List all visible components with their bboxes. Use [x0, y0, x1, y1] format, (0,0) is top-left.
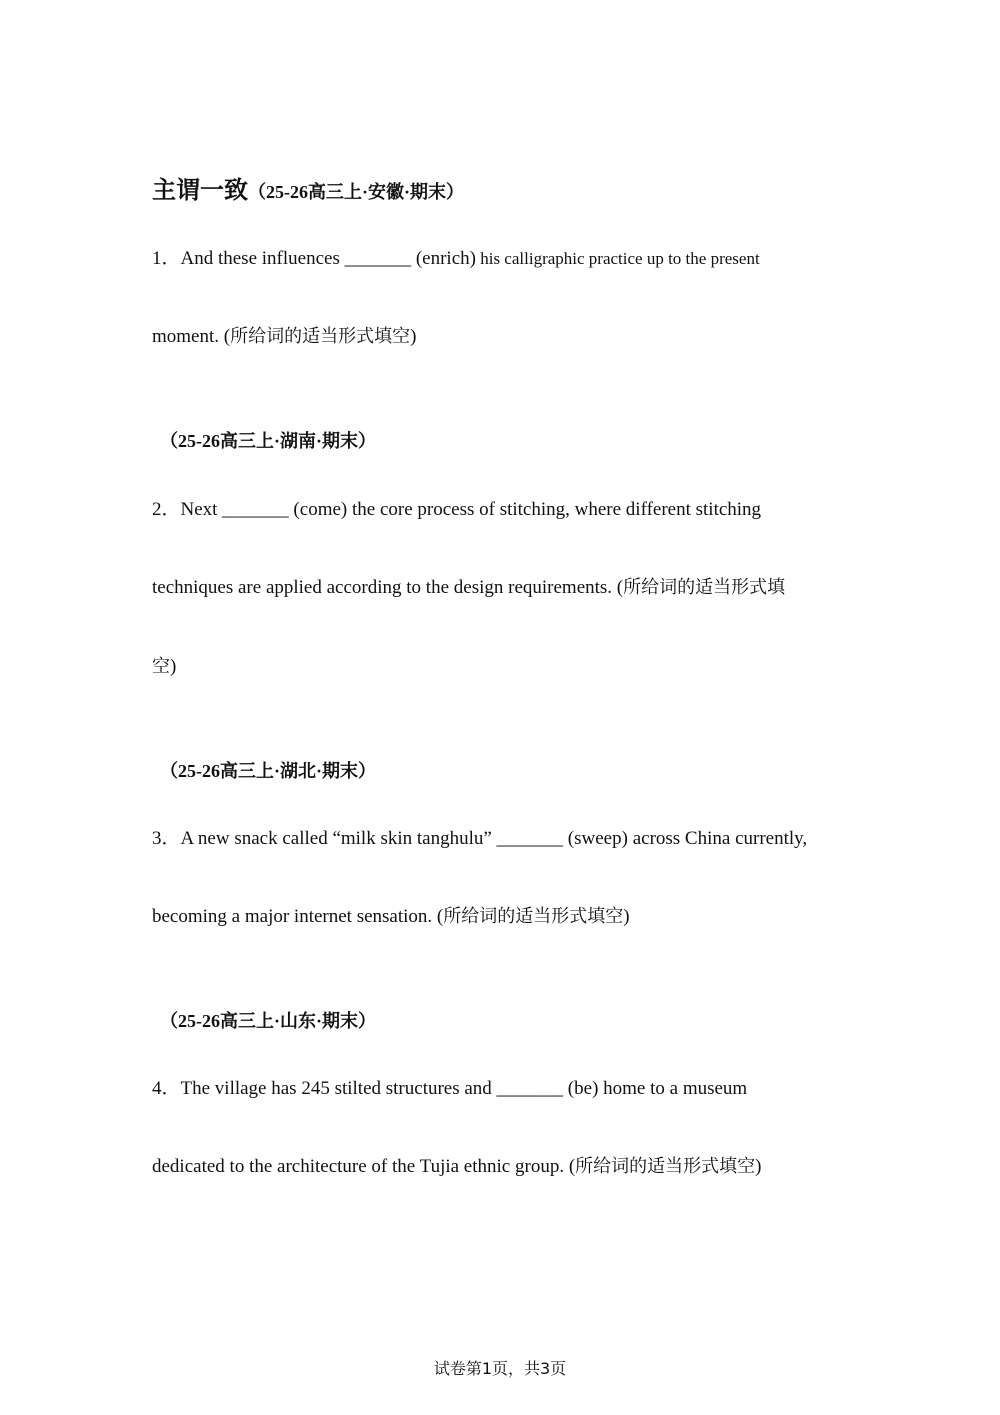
- question-4-source: （25-26高三上·山东·期末）: [160, 1011, 376, 1031]
- question-4-line-2: dedicated to the architecture of the Tujia ethnic group. (所给词的适当形式填空): [152, 1156, 762, 1177]
- question-1-line-1: 1．And these influences _______ (enrich) his calligraphic practice up to the present: [152, 248, 760, 269]
- question-2-line-3: 空): [152, 656, 177, 677]
- question-2-line-1: 2．Next _______ (come) the core process of stitching, where different stitching: [152, 499, 762, 520]
- section-title: 主谓一致: [152, 176, 248, 204]
- question-3-source: （25-26高三上·湖北·期末）: [160, 761, 376, 781]
- page-footer: 试卷第1页，共3页: [433, 1359, 567, 1378]
- question-2-source: （25-26高三上·湖南·期末）: [160, 431, 376, 451]
- question-3-line-1: 3．A new snack called “milk skin tanghulu” _______ (sweep) across China currently,: [152, 828, 808, 849]
- question-2-line-2: techniques are applied according to the design requirements. (所给词的适当形式填: [152, 577, 786, 598]
- question-3-line-2: becoming a major internet sensation. (所给词的适当形式填空): [152, 906, 630, 927]
- question-1-line-2: moment. (所给词的适当形式填空): [152, 326, 417, 347]
- page-title: [152, 170, 464, 205]
- question-4-line-1: 4．The village has 245 stilted structures and _______ (be) home to a museum: [152, 1078, 748, 1099]
- section-source: （25-26高三上·安徽·期末）: [248, 182, 464, 202]
